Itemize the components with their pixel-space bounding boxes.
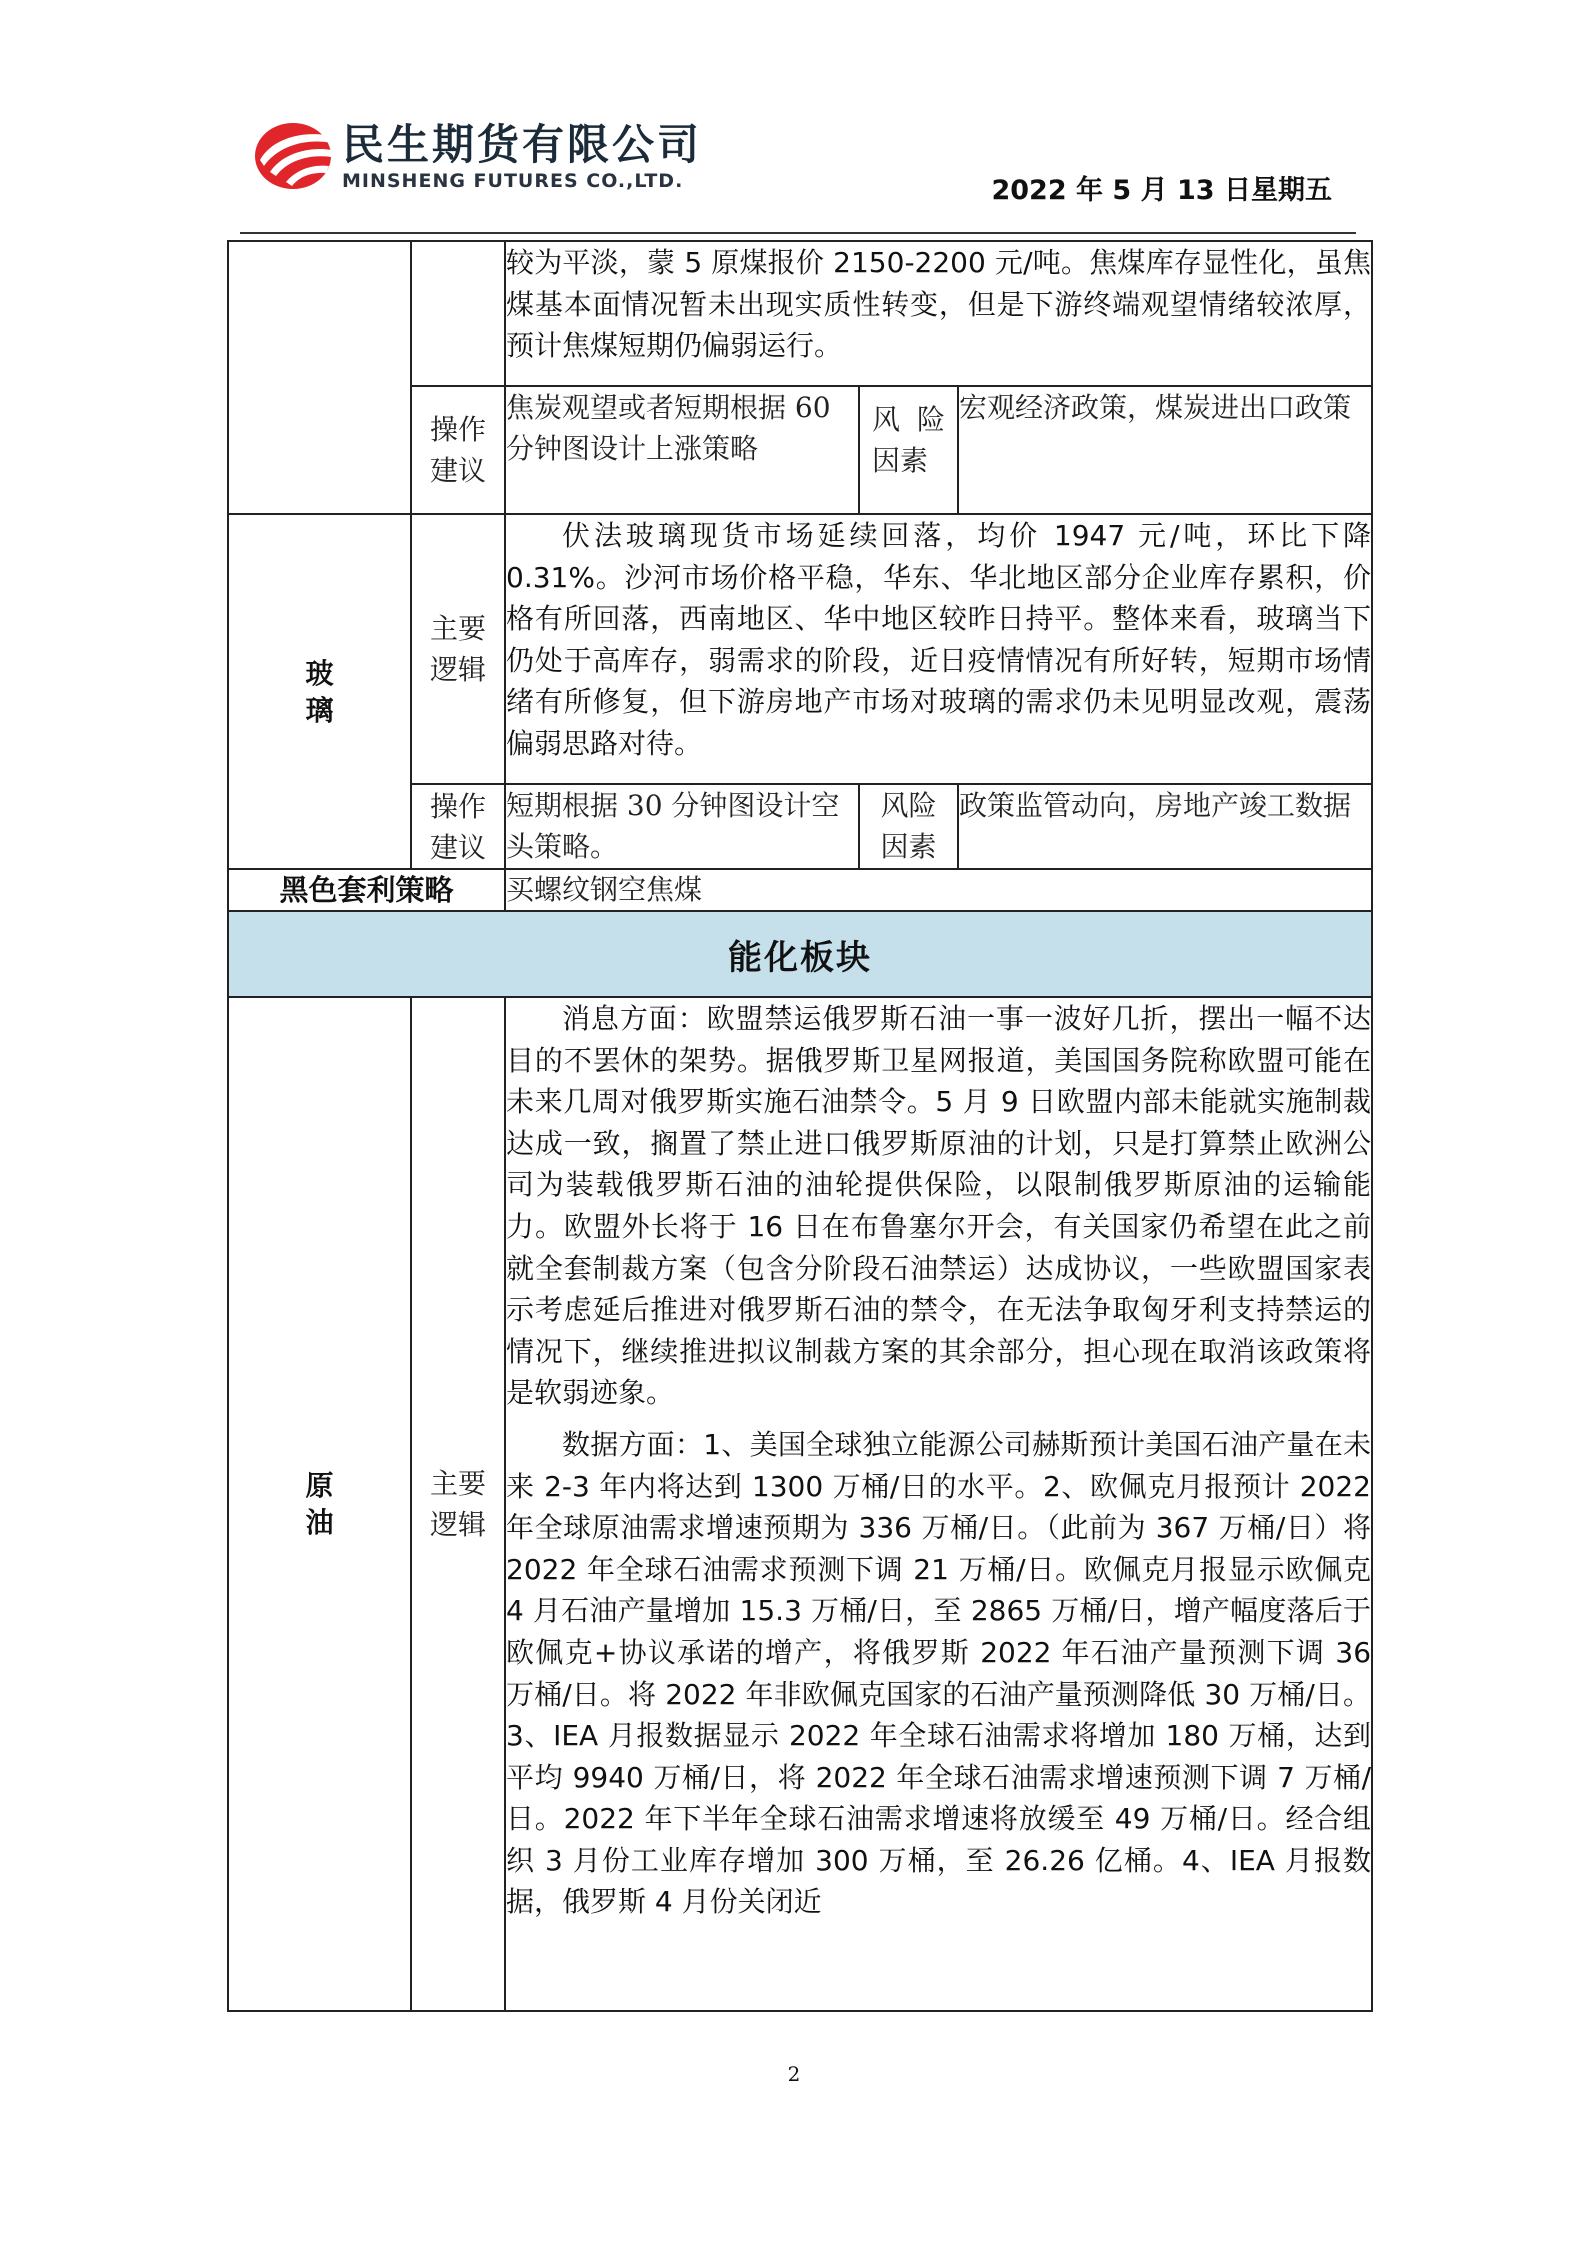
- energy-section-title: 能化板块: [228, 911, 1372, 997]
- glass-op-label: 操作建议: [411, 784, 505, 869]
- company-name-en: MINSHENG FUTURES CO.,LTD.: [342, 170, 684, 192]
- black-arbitrage-text: 买螺纹钢空焦煤: [505, 869, 1372, 911]
- crude-logic-label: 主要逻辑: [411, 997, 505, 2011]
- glass-logic-label: 主要逻辑: [411, 514, 505, 784]
- report-table: [227, 240, 1373, 2012]
- coke-risk-text: 宏观经济政策，煤炭进出口政策: [958, 386, 1372, 514]
- glass-op-text: 短期根据 30 分钟图设计空头策略。: [505, 784, 859, 869]
- coke-logic-text: 较为平淡，蒙 5 原煤报价 2150-2200 元/吨。焦煤库存显性化，虽焦煤基本面情况暂未出现实质性转变，但是下游终端观望情绪较浓厚，预计焦煤短期仍偏弱运行。: [506, 246, 1372, 363]
- coke-logic-row: [228, 241, 1372, 386]
- company-logo: [252, 112, 722, 200]
- minsheng-logo-icon: [252, 116, 334, 192]
- glass-logic-cell: [505, 514, 1372, 784]
- coke-op-label: 操作建议: [411, 386, 505, 514]
- energy-section-row: [228, 911, 1372, 997]
- crude-paragraph-data: 数据方面：1、美国全球独立能源公司赫斯预计美国石油产量在未来 2-3 年内将达到 1300 万桶/日的水平。2、欧佩克月报预计 2022 年全球原油需求增速预期为 336 万桶/日。（此前为 367 万桶/日）将 2022 年全球石油需求预测下调 21 万桶/日。欧佩克月报显示欧佩克 4 月石油产量增加 15.3 万桶/日，至 2865 万桶/日，增产幅度落后于欧佩克+协议承诺的增产，将俄罗斯 2022 年石油产量预测下调 36 万桶/日。将 2022 年非欧佩克国家的石油产量预测降低 30 万桶/日。3、IEA 月报数据显示 2022 年全球石油需求将增加 180 万桶，达到平均 9940 万桶/日，将 2022 年全球石油需求增速预测下调 7 万桶/日。2022 年下半年全球石油需求增速将放缓至 49 万桶/日。经合组织 3 月份工业库存增加 300 万桶，至 26.26 亿桶。4、IEA 月报数据，俄罗斯 4 月份关闭近: [506, 1427, 1372, 1919]
- black-arbitrage-row: [228, 869, 1372, 911]
- crude-category: 原油: [228, 997, 411, 2011]
- coke-logic-label-cell: [411, 241, 505, 386]
- crude-paragraph-news: 消息方面：欧盟禁运俄罗斯石油一事一波好几折，摆出一幅不达目的不罢休的架势。据俄罗斯卫星网报道，美国国务院称欧盟可能在未来几周对俄罗斯实施石油禁令。5 月 9 日欧盟内部未能就实施制裁达成一致，搁置了禁止进口俄罗斯原油的计划，只是打算禁止欧洲公司为装载俄罗斯石油的油轮提供保险，以限制俄罗斯原油的运输能力。欧盟外长将于 16 日在布鲁塞尔开会，有关国家仍希望在此之前就全套制裁方案（包含分阶段石油禁运）达成协议，一些欧盟国家表示考虑延后推进对俄罗斯石油的禁令，在无法争取匈牙利支持禁运的情况下，继续推进拟议制裁方案的其余部分，担心现在取消该政策将是软弱迹象。: [506, 1002, 1372, 1410]
- coke-category-cell: [228, 241, 411, 514]
- page-number: 2: [787, 2062, 801, 2086]
- coke-risk-label: 风险因素: [859, 386, 958, 514]
- crude-logic-row: [228, 997, 1372, 2011]
- page-header: [0, 0, 1588, 236]
- report-date: 2022 年 5 月 13 日星期五: [991, 175, 1332, 206]
- glass-logic-row: [228, 514, 1372, 784]
- header-divider: [240, 232, 1356, 234]
- black-arbitrage-label: 黑色套利策略: [228, 869, 505, 911]
- coke-logic-cell: [505, 241, 1372, 386]
- glass-risk-label: 风险因素: [859, 784, 958, 869]
- glass-risk-text: 政策监管动向，房地产竣工数据: [958, 784, 1372, 869]
- company-name-cn: 民生期货有限公司: [342, 120, 703, 169]
- glass-logic-text: 伏法玻璃现货市场延续回落，均价 1947 元/吨，环比下降 0.31%。沙河市场价格平稳，华东、华北地区部分企业库存累积，价格有所回落，西南地区、华中地区较昨日持平。整体来看，玻璃当下仍处于高库存，弱需求的阶段，近日疫情情况有所好转，短期市场情绪有所修复，但下游房地产市场对玻璃的需求仍未见明显改观，震荡偏弱思路对待。: [506, 519, 1372, 760]
- crude-logic-cell: [505, 997, 1372, 2011]
- glass-category: 玻璃: [228, 514, 411, 869]
- coke-op-text: 焦炭观望或者短期根据 60 分钟图设计上涨策略: [505, 386, 859, 514]
